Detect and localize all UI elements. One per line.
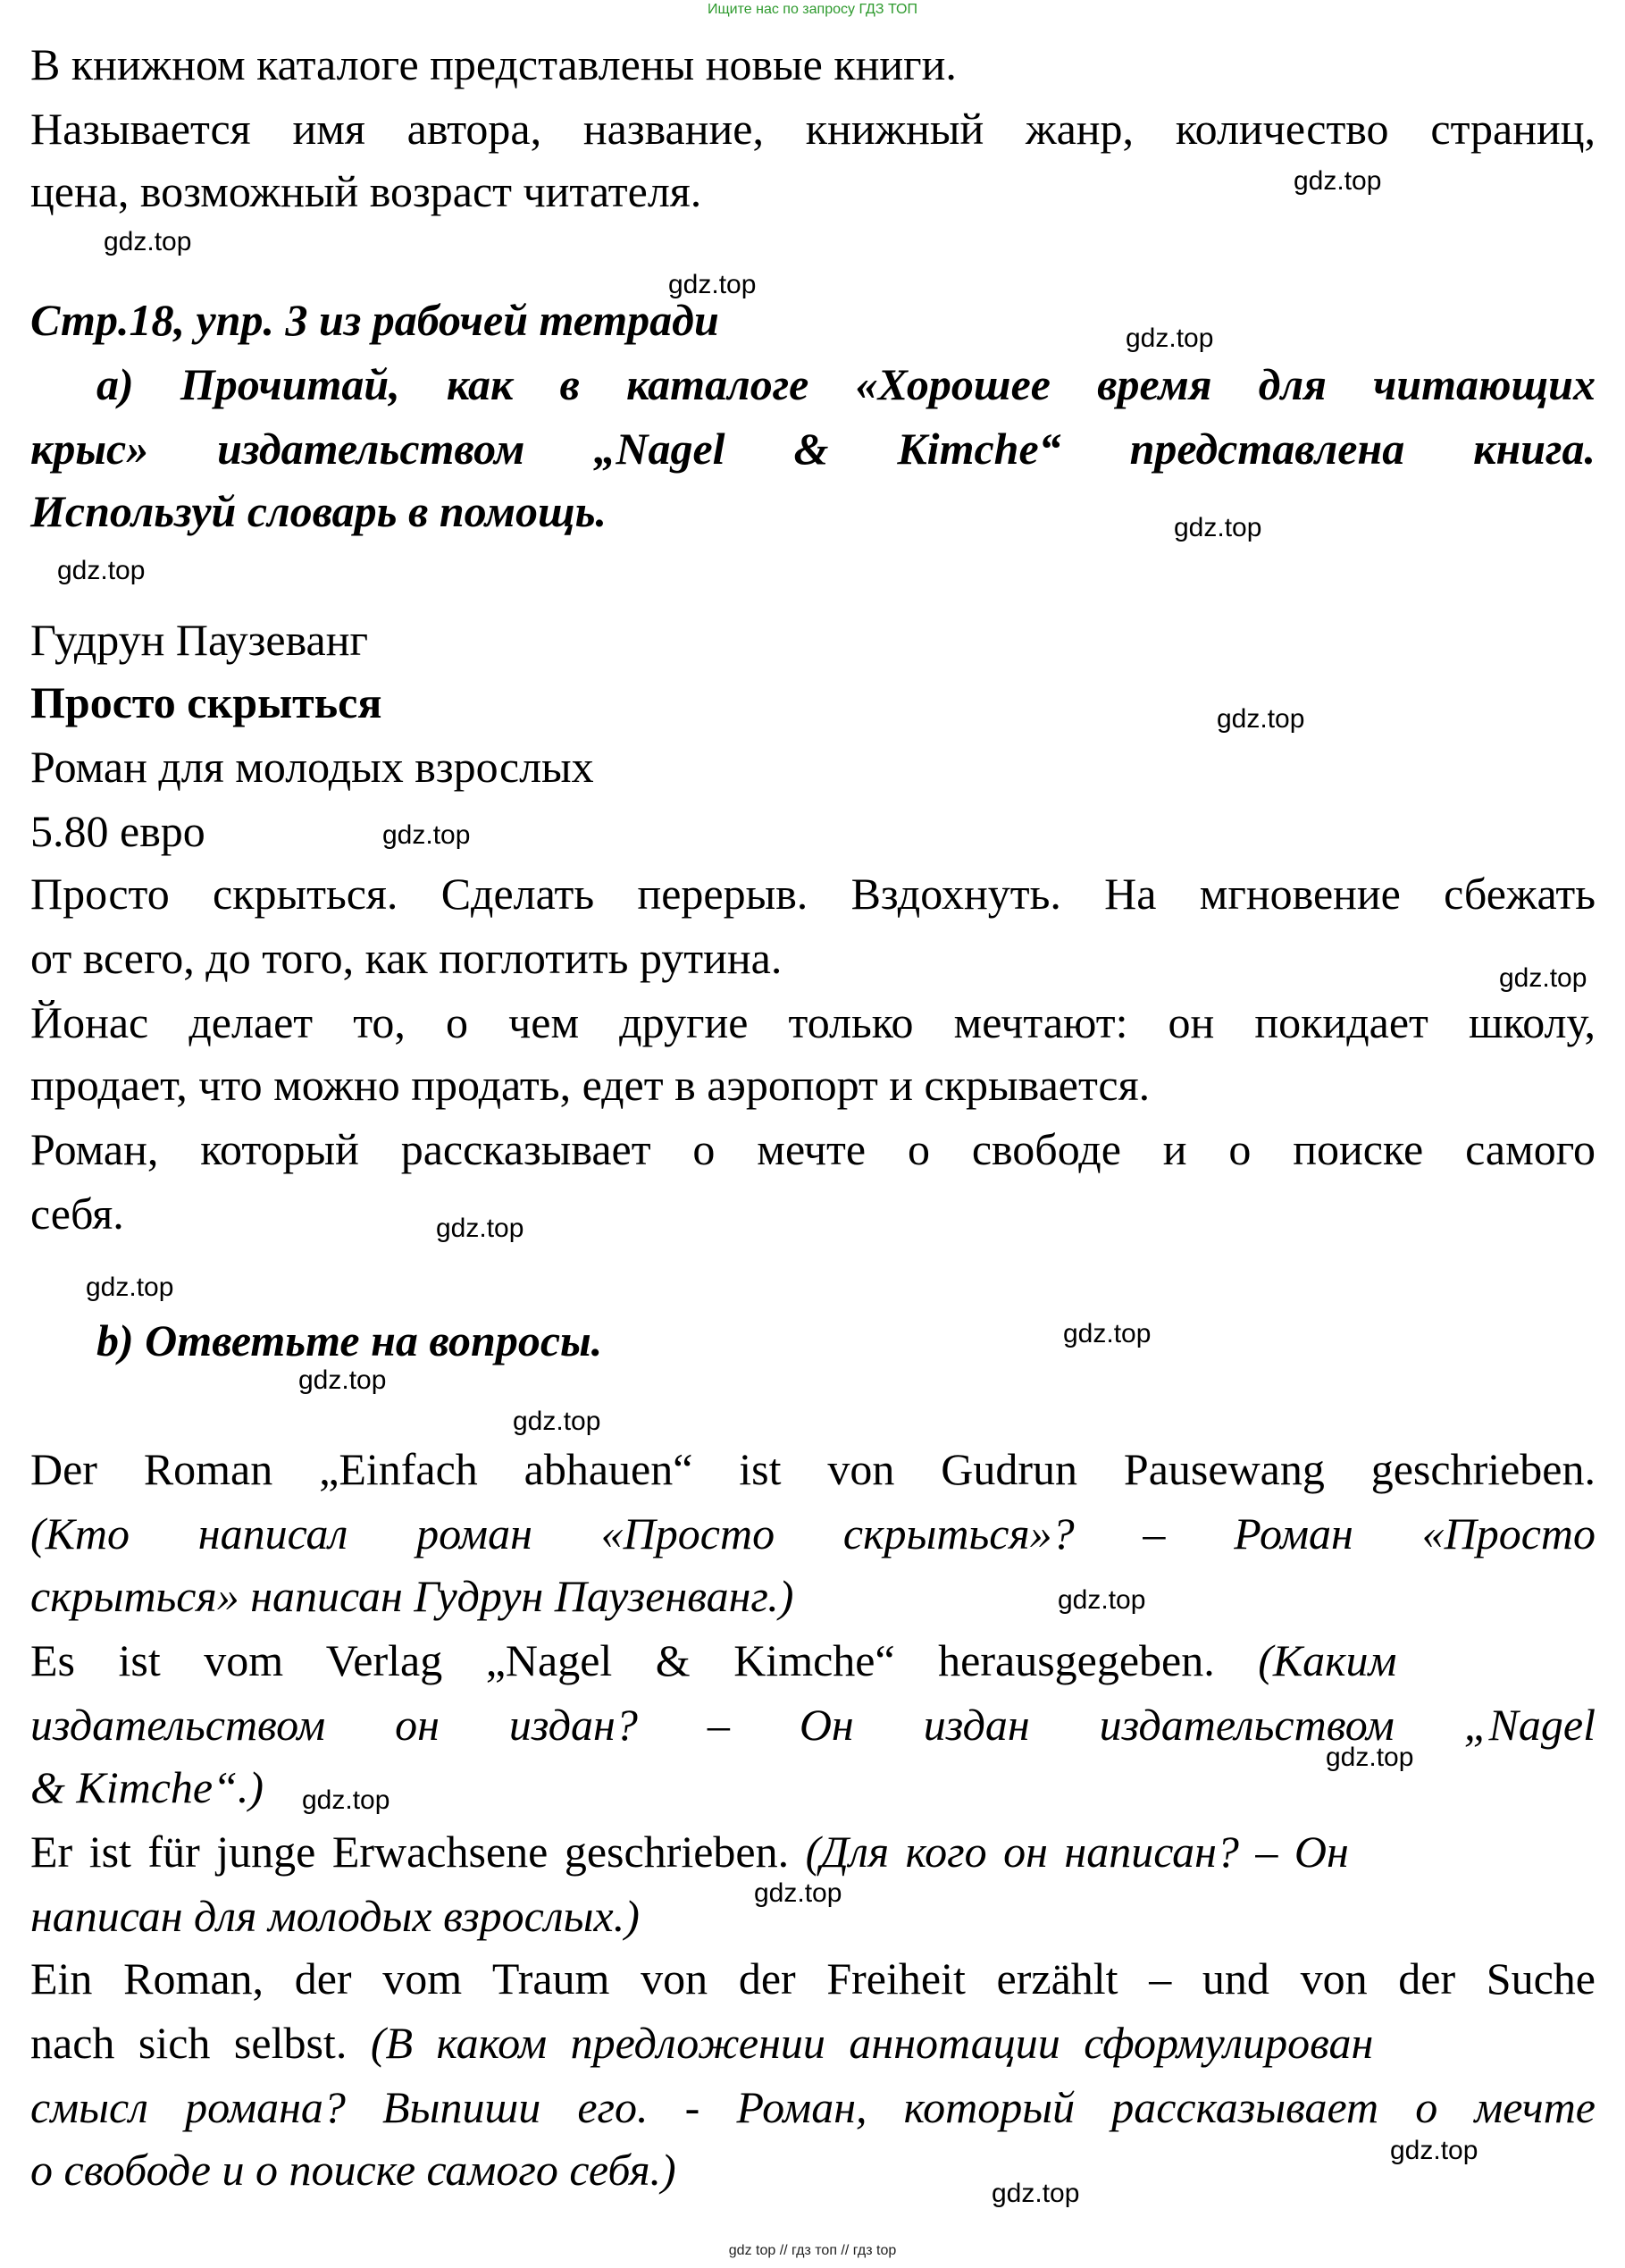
watermark: gdz.top bbox=[513, 1407, 601, 1436]
watermark: gdz.top bbox=[1174, 513, 1262, 542]
answer-3-german: Er ist für junge Erwachsene geschrieben. bbox=[30, 1827, 790, 1877]
watermark: gdz.top bbox=[1058, 1585, 1146, 1615]
watermark: gdz.top bbox=[436, 1214, 524, 1243]
task-a-line-1: а) Прочитай, как в каталоге «Хорошее время для читающих bbox=[96, 359, 1596, 409]
book-paragraph-1-line-1: Просто скрыться. Сделать перерыв. Вздохнуть. На мгновение сбежать bbox=[30, 869, 1596, 919]
answer-3-line-2: написан для молодых взрослых.) bbox=[30, 1891, 640, 1941]
answer-1-line-3: скрыться» написан Гудрун Паузенванг.) bbox=[30, 1571, 794, 1621]
watermark: gdz.top bbox=[298, 1365, 387, 1395]
book-paragraph-2-line-2: продает, что можно продать, едет в аэропорт и скрывается. bbox=[30, 1060, 1151, 1110]
answer-4-line-1: Ein Roman, der vom Traum von der Freiheit erzählt – und von der Suche bbox=[30, 1953, 1596, 2003]
intro-line-1: В книжном каталоге представлены новые книги. bbox=[30, 39, 957, 89]
answer-4-line-3: смысл романа? Выпиши его. - Роман, который рассказывает о мечте bbox=[30, 2082, 1596, 2132]
book-paragraph-3-line-1: Роман, который рассказывает о мечте о свободе и о поиске самого bbox=[30, 1124, 1596, 1174]
watermark: gdz.top bbox=[86, 1273, 174, 1302]
answer-2-german: Es ist vom Verlag „Nagel & Kimche“ herausgegeben. bbox=[30, 1635, 1215, 1685]
intro-line-3: цена, возможный возраст читателя. bbox=[30, 166, 702, 216]
answer-2-line-3: & Kimche“.) bbox=[30, 1762, 264, 1812]
footer-note: gdz top // гдз топ // гдз top bbox=[728, 2243, 897, 2258]
header-note: Ищите нас по запросу ГДЗ ТОП bbox=[708, 2, 917, 17]
watermark: gdz.top bbox=[302, 1785, 390, 1815]
book-price: 5.80 евро bbox=[30, 806, 205, 856]
answer-4-line-4: о свободе и о поиске самого себя.) bbox=[30, 2145, 676, 2195]
watermark: gdz.top bbox=[1294, 166, 1382, 196]
book-author: Гудрун Паузеванг bbox=[30, 615, 369, 665]
intro-line-2: Называется имя автора, название, книжный жанр, количество страниц, bbox=[30, 104, 1596, 154]
book-genre: Роман для молодых взрослых bbox=[30, 742, 594, 792]
watermark: gdz.top bbox=[992, 2179, 1080, 2208]
task-a-line-3: Используй словарь в помощь. bbox=[30, 486, 607, 536]
section-title: Стр.18, упр. 3 из рабочей тетради bbox=[30, 295, 719, 345]
answer-4-german: nach sich selbst. bbox=[30, 2018, 348, 2068]
answer-2-russian-start: (Каким bbox=[1258, 1635, 1397, 1685]
answer-3-line-1 bbox=[30, 1819, 1596, 1884]
watermark: gdz.top bbox=[104, 227, 192, 256]
task-b-heading: b) Ответьте на вопросы. bbox=[96, 1315, 603, 1365]
watermark: gdz.top bbox=[382, 820, 471, 850]
watermark: gdz.top bbox=[1217, 704, 1305, 734]
book-paragraph-3-line-2: себя. bbox=[30, 1189, 124, 1239]
watermark: gdz.top bbox=[1499, 963, 1587, 993]
book-title: Просто скрыться bbox=[30, 677, 382, 727]
book-paragraph-1-line-2: от всего, до того, как поглотить рутина. bbox=[30, 933, 783, 983]
watermark: gdz.top bbox=[57, 556, 146, 585]
answer-2-line-1 bbox=[30, 1628, 1596, 1693]
watermark: gdz.top bbox=[754, 1878, 842, 1908]
answer-2-line-2: издательством он издан? – Он издан издательством „Nagel bbox=[30, 1700, 1596, 1750]
watermark: gdz.top bbox=[1063, 1319, 1152, 1348]
book-paragraph-2-line-1: Йонас делает то, о чем другие только мечтают: он покидает школу, bbox=[30, 997, 1596, 1047]
answer-4-russian-start: (В каком предложении аннотации сформулирован bbox=[370, 2018, 1374, 2068]
task-a-line-2: крыс» издательством „Nagel & Kimche“ представлена книга. bbox=[30, 424, 1596, 474]
answer-1-line-2: (Кто написал роман «Просто скрыться»? – Роман «Просто bbox=[30, 1508, 1596, 1558]
watermark: gdz.top bbox=[1326, 1743, 1414, 1772]
answer-4-line-2 bbox=[30, 2011, 1596, 2075]
answer-1-line-1: Der Roman „Einfach abhauen“ ist von Gudrun Pausewang geschrieben. bbox=[30, 1444, 1596, 1494]
answer-3-russian-start: (Для кого он написан? – Он bbox=[805, 1827, 1349, 1877]
watermark: gdz.top bbox=[1126, 323, 1214, 353]
watermark: gdz.top bbox=[1390, 2136, 1478, 2165]
watermark: gdz.top bbox=[668, 270, 757, 299]
